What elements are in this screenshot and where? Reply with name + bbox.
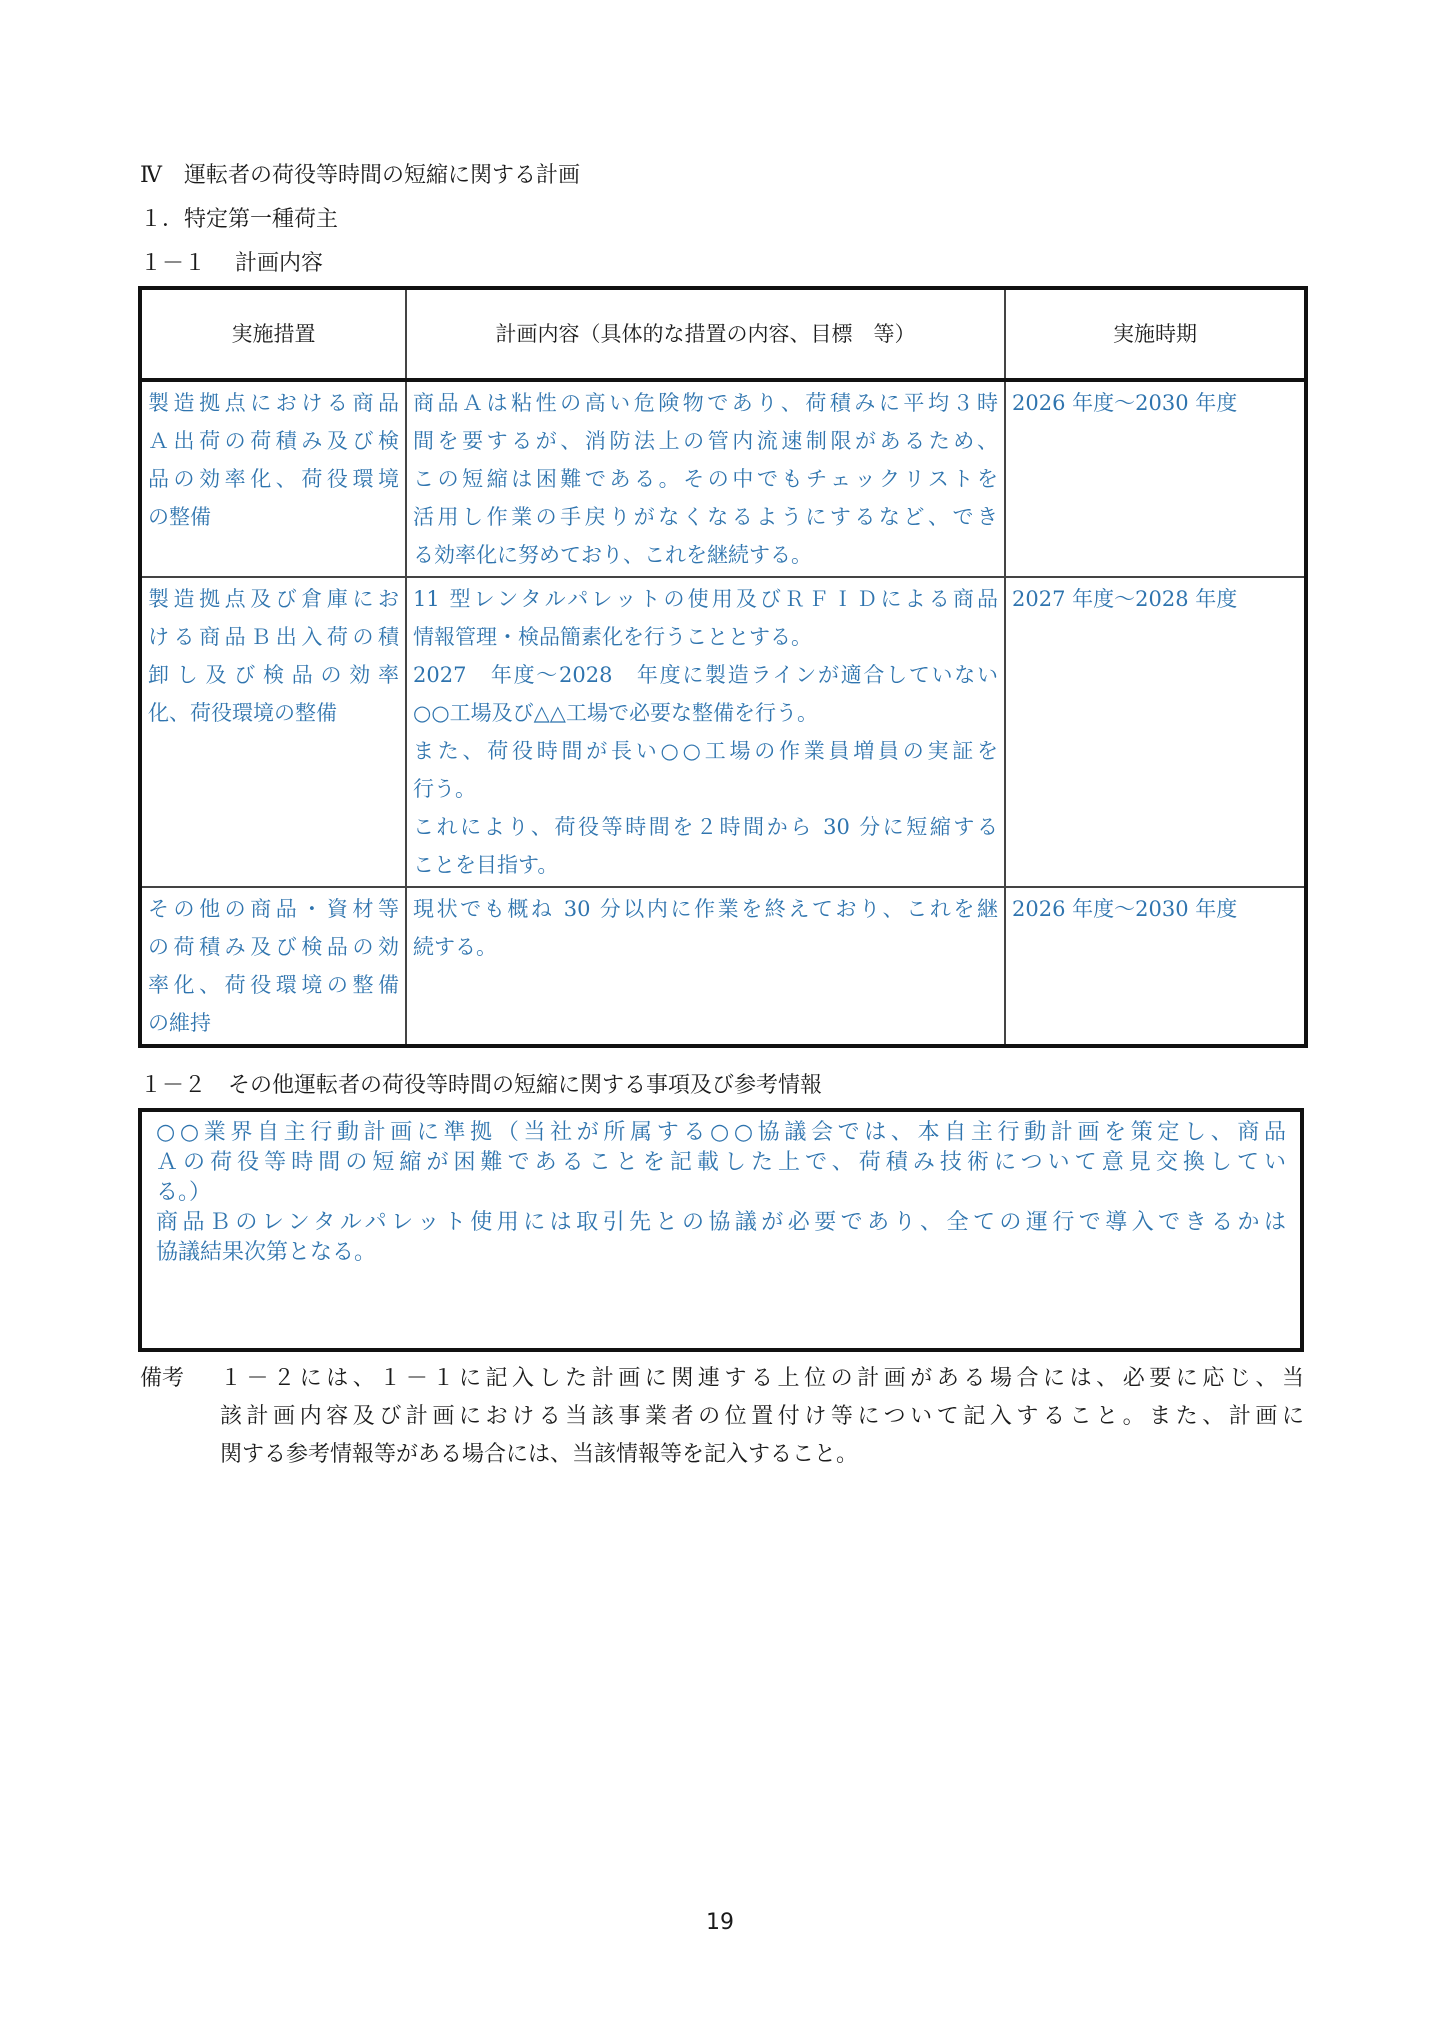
content-line: 現状でも概ね 30 分以内に作業を終えており、これを継	[413, 897, 998, 921]
table-row	[140, 577, 1306, 887]
content-cell	[406, 887, 1005, 1046]
content-line: る効率化に努めており、これを継続する。	[413, 543, 812, 567]
content-line: 行う。	[413, 777, 476, 801]
content-line: ○○工場及び△△工場で必要な整備を行う。	[413, 701, 818, 725]
period-cell	[1005, 380, 1306, 577]
period-text: 2026 年度～2030 年度	[1012, 897, 1238, 921]
reference-line: ○○業界自主行動計画に準拠（当社が所属する○○協議会では、本自主行動計画を策定し、商品	[156, 1120, 1286, 1145]
content-line: これにより、荷役等時間を２時間から 30 分に短縮する	[413, 815, 998, 839]
table-row	[140, 887, 1306, 1046]
content-line: ことを目指す。	[413, 853, 559, 877]
table-row	[140, 380, 1306, 577]
measure-line: 製造拠点及び倉庫にお	[148, 587, 399, 611]
plan-table-header-row	[140, 288, 1306, 380]
reference-line: 協議結果次第となる。	[156, 1240, 377, 1265]
measure-line: 率化、荷役環境の整備	[148, 973, 399, 997]
content-line: 11 型レンタルパレットの使用及びＲＦＩＤによる商品	[413, 587, 998, 611]
section-heading: Ⅳ 運転者の荷役等時間の短縮に関する計画	[140, 163, 580, 188]
remarks-label: 備考	[140, 1366, 185, 1391]
period-cell	[1005, 577, 1306, 887]
period-cell	[1005, 887, 1306, 1046]
measure-line: の整備	[148, 505, 211, 529]
item-1-1-heading: １－１ 計画内容	[140, 251, 323, 276]
measure-line: 卸し及び検品の効率	[148, 663, 399, 687]
content-line: 活用し作業の手戻りがなくなるようにするなど、でき	[413, 505, 998, 529]
content-line: また、荷役時間が長い○○工場の作業員増員の実証を	[413, 739, 998, 763]
content-line: 情報管理・検品簡素化を行うこととする。	[413, 625, 812, 649]
page-number: 19	[706, 1910, 734, 1935]
remarks-body	[220, 1360, 1304, 1474]
content-line: 2027 年度～2028 年度に製造ラインが適合していない	[413, 663, 998, 687]
header-period: 実施時期	[1005, 288, 1306, 380]
measure-line: 化、荷役環境の整備	[148, 701, 337, 725]
measure-line: 品の効率化、荷役環境	[148, 467, 399, 491]
content-line: 続する。	[413, 935, 497, 959]
content-cell	[406, 577, 1005, 887]
remarks-line: １－２には、１－１に記入した計画に関連する上位の計画がある場合には、必要に応じ、当	[220, 1366, 1304, 1391]
content-line: 間を要するが、消防法上の管内流速制限があるため、	[413, 429, 998, 453]
period-text: 2026 年度～2030 年度	[1012, 391, 1238, 415]
header-content: 計画内容（具体的な措置の内容、目標 等）	[406, 288, 1005, 380]
measure-line: の荷積み及び検品の効	[148, 935, 399, 959]
reference-line: Ａの荷役等時間の短縮が困難であることを記載した上で、荷積み技術について意見交換してい	[156, 1150, 1286, 1175]
remarks-line: 関する参考情報等がある場合には、当該情報等を記入すること。	[220, 1442, 859, 1467]
plan-table	[138, 286, 1308, 1048]
measure-line: その他の商品・資材等	[148, 897, 399, 921]
reference-line: る。）	[156, 1180, 212, 1205]
content-line: 商品Ａは粘性の高い危険物であり、荷積みに平均３時	[413, 391, 998, 415]
measure-cell	[140, 887, 406, 1046]
measure-line: Ａ出荷の荷積み及び検	[148, 429, 399, 453]
header-measure: 実施措置	[140, 288, 406, 380]
reference-line: 商品Ｂのレンタルパレット使用には取引先との協議が必要であり、全ての運行で導入できるかは	[156, 1210, 1286, 1235]
measure-line: ける商品Ｂ出入荷の積	[148, 625, 399, 649]
measure-line: 製造拠点における商品	[148, 391, 399, 415]
measure-line: の維持	[148, 1011, 211, 1035]
measure-cell	[140, 380, 406, 577]
measure-cell	[140, 577, 406, 887]
item-1-2-heading: １－２ その他運転者の荷役等時間の短縮に関する事項及び参考情報	[140, 1073, 823, 1098]
remarks-line: 該計画内容及び計画における当該事業者の位置付け等について記入すること。また、計画に	[220, 1404, 1304, 1429]
content-cell	[406, 380, 1005, 577]
period-text: 2027 年度～2028 年度	[1012, 587, 1238, 611]
reference-info-box	[138, 1108, 1304, 1352]
subsection-heading: １．特定第一種荷主	[140, 207, 339, 232]
content-line: この短縮は困難である。その中でもチェックリストを	[413, 467, 998, 491]
